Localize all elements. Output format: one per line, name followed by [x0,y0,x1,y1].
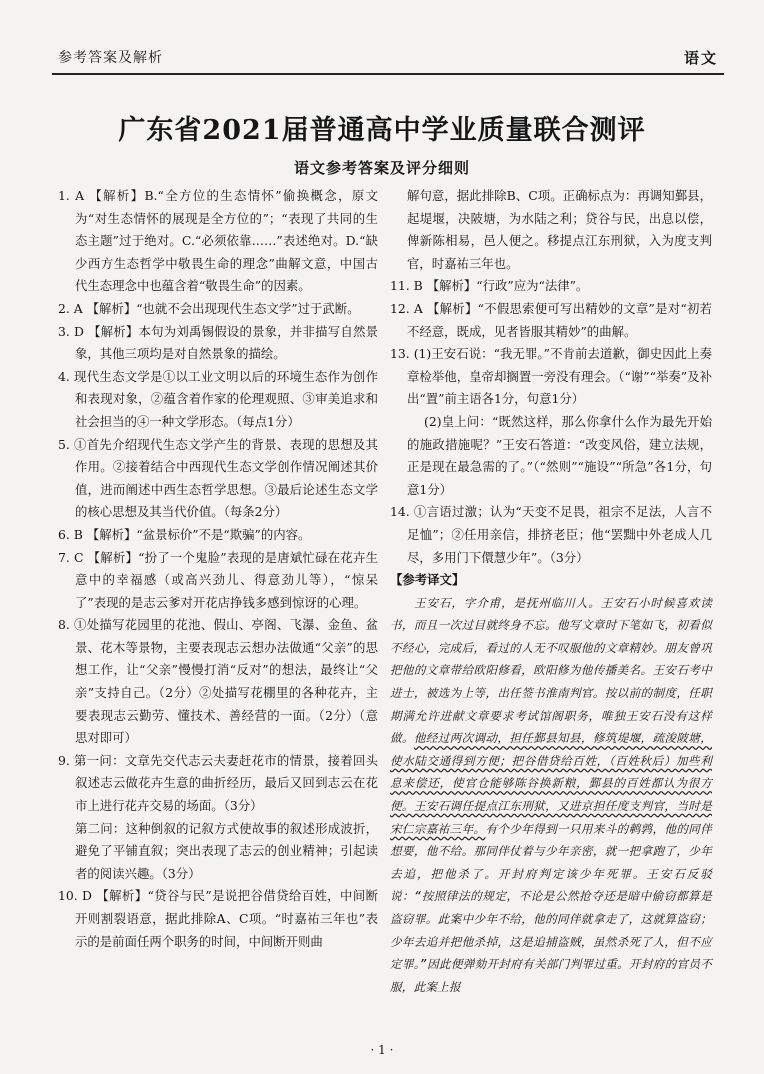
underlined-passage: 他经过两次调动，担任鄞县知县，修筑堤堰，疏浚陂塘，使水陆交通得到方便；把谷借贷给百姓，（百姓秋后）加些利息来偿还，使官仓能够陈谷换新粮，鄞县的百姓都认为很方便。王安石调任提点江东刑狱，又进京担任度支判官，当时是宋仁宗嘉祐三年。 [390,731,712,836]
answer-item: 9. 第一问：文章先交代志云夫妻赶花市的情景，接着回头叙述志云做花卉生意的曲折经历，最后又回到志云在花市上进行花卉交易的场面。（3分） [58,752,378,814]
answer-item: 14. ①言语过激；认为“天变不足畏，祖宗不足法，人言不足恤”；②任用亲信，排挤老臣；他“罢黜中外老成人几尽，多用门下儇慧少年”。（3分） [390,504,712,565]
right-column [390,185,712,998]
answer-item: 7. C 【解析】“扮了一个鬼脸”表现的是唐斌忙碌在花卉生意中的幸福感（或高兴劲儿、得意劲儿等），“惊呆了”表现的是志云爹对开花店挣钱多感到惊讶的心理。 [58,549,378,610]
answer-item: 2. A 【解析】“也就不会出现现代生态文学”过于武断。 [58,300,360,316]
answer-item: 10. D 【解析】“贷谷与民”是说把谷借贷给百姓，中间断开则割裂语意，据此排除A、C项。“时嘉祐三年也”表示的是前面任两个职务的时间，中间断开则曲 [58,888,378,949]
answer-item: 13. (1)王安石说：“我无罪。”不肯前去道歉，御史因此上奏章检举他，皇帝却搁置一旁没有理会。（“谢”“举奏”及补出“置”前主语各1分，句意1分） [390,346,712,407]
answer-item: 8. ①处描写花园里的花池、假山、亭阁、飞瀑、金鱼、盆景、花木等景物，主要表现志云想办法做通“父亲”的思想工作，让“父亲”慢慢打消“反对”的想法，最终让“父亲”支持自己。（2分）②处描写花棚里的各种花卉，主要表现志云勤劳、懂技术、善经营的一面。（2分）（意思对即可） [58,617,378,746]
answer-item: 5. ①首先介绍现代生态文学产生的背景、表现的思想及其作用。②接着结合中西现代生态文学创作情况阐述其价值，进而阐述中西生态哲学思想。③最后论述生态文学的核心思想及其当代价值。（每条2分） [58,436,378,520]
answer-item: 12. A 【解析】“不假思索便可写出精妙的文章”是对“初若不经意，既成，见者皆服其精妙”的曲解。 [390,300,712,339]
translation-paragraph [390,592,712,999]
answer-item: 11. B 【解析】“行政”应为“法律”。 [390,278,589,294]
page-number: · 1 · [370,1043,394,1057]
header-subject-label: 语文 [683,49,718,67]
header-left-label: 参考答案及解析 [58,50,163,66]
answer-item: 6. B 【解析】“盆景标价”不是“欺骗”的内容。 [58,526,311,542]
translation-text: 王安石，字介甫，是抚州临川人。王安石小时候喜欢读书，而且一次过目就终身不忘。他写文章时下笔如飞，初看似不经心，完成后，看过的人无不叹服他的文章精妙。朋友曾巩把他的文章带给欧阳修看，欧阳修为他传播美名。王安石考中进士，被选为上等，出任签书淮南判官。按以前的制度，任职期满允许进献文章要求考试馆阁职务，唯独王安石没有这样做。 [390,595,712,746]
answer-item: 4. 现代生态文学是①以工业文明以后的环境生态作为创作和表现对象，②蕴含着作家的伦理观照、③审美追求和社会担当的④一种文学形态。（每点1分） [58,368,378,429]
answer-item-continued: 解句意，据此排除B、C项。正确标点为：再调知鄞县，起堤堰，决陂塘，为水陆之利；贷谷与民，出息以偿，俾新陈相易，邑人便之。移提点江东刑狱，入为度支判官，时嘉祐三年也。 [407,188,712,271]
answer-item-continued: 第二问：这种倒叙的记叙方式使故事的叙述形成波折，避免了平铺直叙；突出表现了志云的创业精神；引起读者的阅读兴趣。（3分） [75,820,378,881]
answer-item: 1. A 【解析】B.“全方位的生态情怀”偷换概念，原文为“对生态情怀的展现是全方位的”；“表现了共同的生态主题”过于绝对。C.“必须依靠……”表述绝对。D.“缺少西方生态哲学中敬畏生命的理念”曲解文意，中国古代生态理念中也蕴含着“敬畏生命”的因素。 [58,188,378,294]
section-heading: 【参考译文】 [390,572,465,588]
page-subtitle: 语文参考答案及评分细则 [293,159,470,177]
header-divider [52,73,724,75]
page-title: 广东省2021届普通高中学业质量联合测评 [118,115,646,146]
left-column [58,185,378,953]
answer-item-continued: (2)皇上问：“既然这样，那么你拿什么作为最先开始的施政措施呢？”王安石答道：“改变风俗，建立法规，正是现在最急需的了。”（“然则”“施设”“所急”各1分，句意1分） [407,413,712,497]
translation-text: 有个少年得到一只用来斗的鹌鹑，他的同伴想要，他不给。那同伴仗着与少年亲密，就一把拿跑了，少年去追，把他杀了。开封府判定该少年死罪。王安石反驳说：“按照律法的规定，不论是公然抢夺还是暗中偷窃都算是盗窃罪。此案中少年不给，他的同伴就拿走了，这就算盗窃；少年去追并把他杀掉，这是追捕盗贼，虽然杀死了人，但不应定罪。”因此便弹劾开封府有关部门判罪过重。开封府的官员不服，此案上报 [390,821,712,994]
answer-item: 3. D 【解析】本句为刘禹锡假设的景象，并非描写自然景象，其他三项均是对自然景象的描绘。 [58,323,378,362]
